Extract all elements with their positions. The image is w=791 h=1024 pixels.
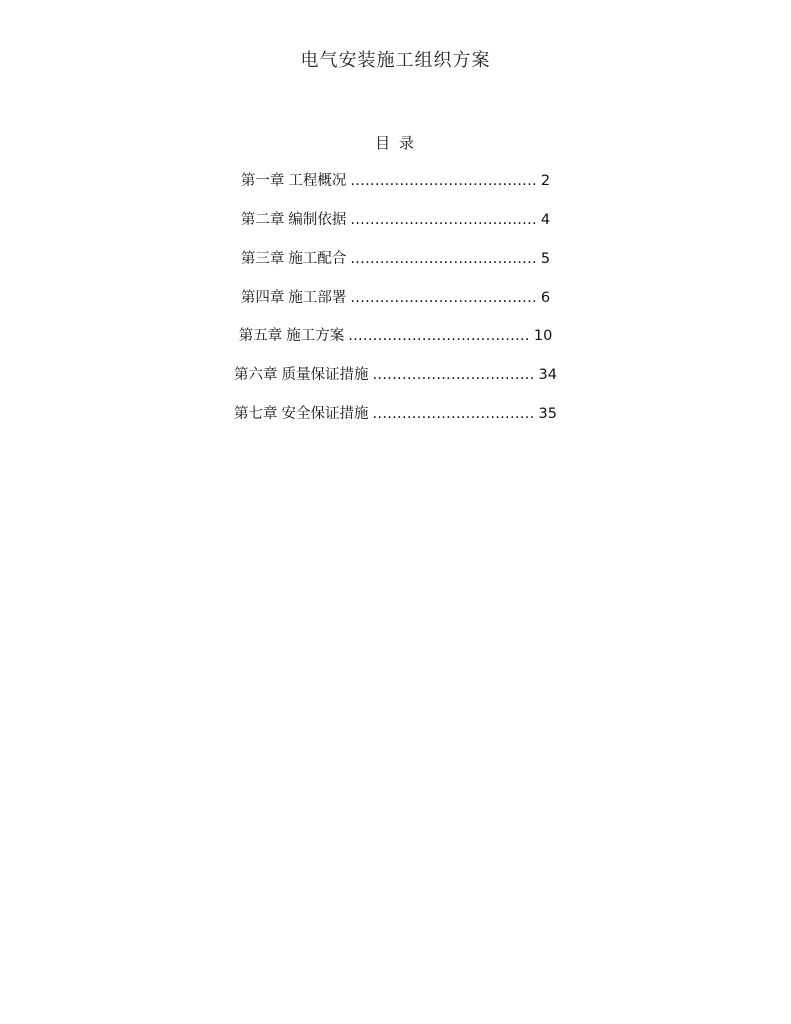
toc-page-number: 35 bbox=[538, 406, 557, 422]
toc-chapter-number: 第七章 bbox=[234, 406, 278, 422]
document-title: 电气安装施工组织方案 bbox=[300, 50, 491, 71]
toc-chapter-title: 安全保证措施 bbox=[281, 406, 369, 422]
toc-chapter-title: 编制依据 bbox=[288, 212, 347, 228]
toc-dot-leader: ...................................... bbox=[350, 251, 537, 267]
toc-chapter-number: 第四章 bbox=[240, 290, 285, 306]
toc-page-number: 5 bbox=[540, 251, 551, 267]
toc-entry-7[interactable] bbox=[0, 404, 791, 424]
toc-chapter-title: 施工部署 bbox=[288, 290, 347, 306]
toc-chapter-title: 工程概况 bbox=[288, 173, 347, 189]
toc-page-number: 10 bbox=[533, 328, 553, 344]
toc-chapter-number: 第五章 bbox=[238, 328, 283, 344]
toc-chapter-title: 施工配合 bbox=[288, 251, 347, 267]
toc-chapter-number: 第六章 bbox=[234, 367, 278, 383]
toc-chapter-number: 第一章 bbox=[240, 173, 285, 189]
toc-entry-6[interactable] bbox=[0, 365, 791, 385]
toc-dot-leader: ...................................... bbox=[350, 212, 537, 228]
toc-dot-leader: ...................................... bbox=[350, 290, 537, 306]
toc-entry-5[interactable] bbox=[0, 326, 791, 346]
toc-dot-leader: ................................. bbox=[372, 406, 535, 422]
toc-entry-1[interactable] bbox=[0, 171, 791, 191]
toc-chapter-title: 施工方案 bbox=[286, 328, 345, 344]
toc-chapter-number: 第二章 bbox=[240, 212, 285, 228]
toc-dot-leader: ..................................... bbox=[348, 328, 530, 344]
toc-page-number: 4 bbox=[540, 212, 551, 228]
toc-entry-2[interactable] bbox=[0, 210, 791, 230]
toc-dot-leader: ................................. bbox=[372, 367, 535, 383]
toc-entry-4[interactable] bbox=[0, 288, 791, 308]
toc-page-number: 6 bbox=[540, 290, 551, 306]
toc-chapter-number: 第三章 bbox=[240, 251, 285, 267]
toc-page-number: 34 bbox=[538, 367, 557, 383]
toc-dot-leader: ...................................... bbox=[350, 173, 537, 189]
toc-page-number: 2 bbox=[540, 173, 551, 189]
toc-chapter-title: 质量保证措施 bbox=[281, 367, 369, 383]
toc-entry-3[interactable] bbox=[0, 249, 791, 269]
toc-heading: 目 录 bbox=[375, 134, 416, 152]
